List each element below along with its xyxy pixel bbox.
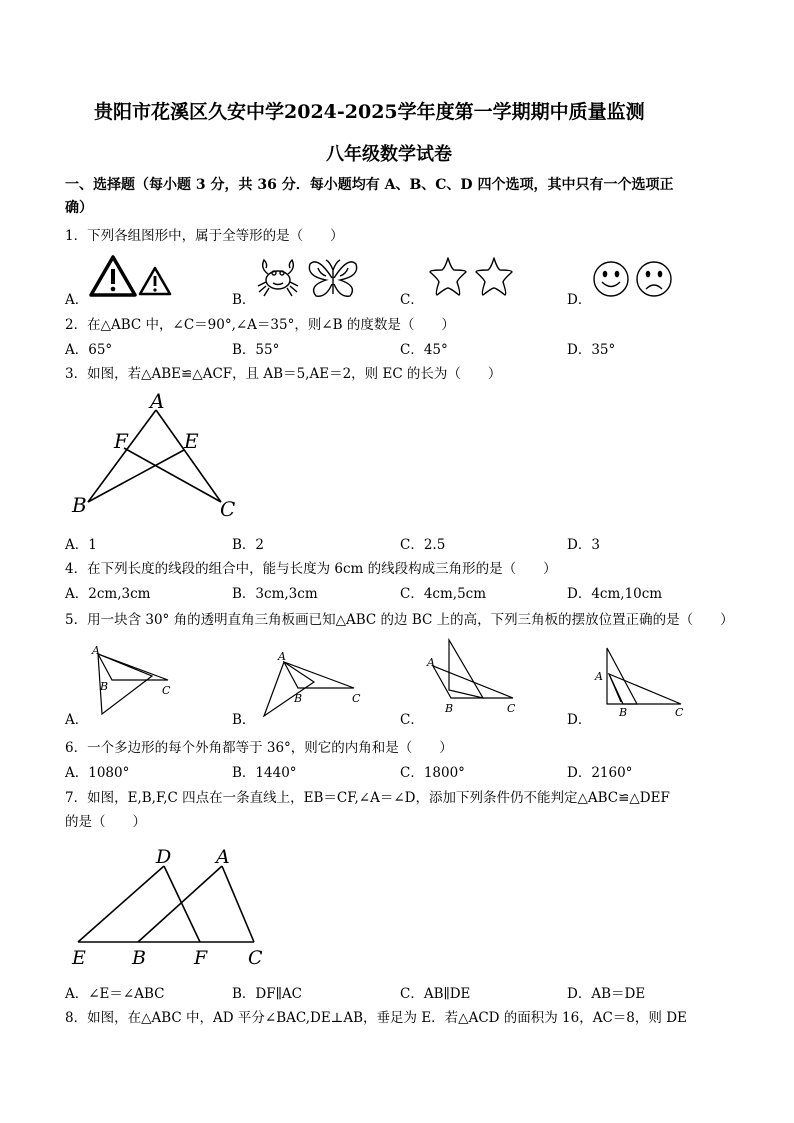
q4-option-c: C．4cm,5cm — [400, 586, 487, 602]
q5-option-d: D． — [567, 712, 592, 728]
svg-text:A: A — [216, 846, 230, 868]
butterfly-icon — [309, 260, 356, 296]
warning-triangle-large-icon — [91, 257, 135, 295]
svg-text:B: B — [132, 947, 146, 969]
q3-triangle-figure — [66, 386, 246, 522]
q7-option-c: C．AB∥DE — [400, 986, 471, 1002]
svg-text:B: B — [619, 706, 628, 719]
svg-text:C: C — [675, 706, 684, 719]
question-2-stem: 2．在△ABC 中，∠C＝90°,∠A＝35°，则∠B 的度数是（ ） — [65, 317, 455, 333]
q3-label-a: A — [150, 389, 165, 413]
q3-label-c: C — [220, 497, 236, 521]
svg-text:C: C — [162, 684, 171, 697]
q3-option-b: B．2 — [232, 537, 265, 553]
question-8-stem: 8．如图，在△ABC 中，AD 平分∠BAC,DE⊥AB，垂足为 E．若△ACD 的面积为 16，AC＝8，则 DE — [65, 1010, 687, 1026]
q4-option-b: B．3cm,3cm — [232, 586, 318, 602]
q4-option-d: D．4cm,10cm — [567, 586, 663, 602]
q5-figure-c — [425, 636, 525, 716]
svg-text:E: E — [72, 947, 86, 969]
q3-option-c: C．2.5 — [400, 537, 446, 553]
svg-text:C: C — [507, 702, 516, 715]
svg-text:A: A — [595, 670, 603, 683]
q5-option-c: C． — [400, 712, 424, 728]
question-7-stem-cont: 的是（ ） — [65, 814, 146, 830]
q6-option-c: C．1800° — [400, 765, 465, 781]
q5-option-b: B． — [232, 712, 256, 728]
q5-option-a: A． — [65, 712, 89, 728]
warning-triangle-icons — [88, 254, 178, 300]
q7-option-a: A．∠E＝∠ABC — [65, 986, 165, 1002]
page-subtitle: 八年级数学试卷 — [326, 144, 452, 165]
face-icons — [592, 260, 674, 300]
svg-text:B: B — [294, 692, 303, 705]
q3-label-e: E — [184, 429, 199, 453]
smiley-face-icon — [594, 262, 628, 296]
q1-option-d: D． — [567, 292, 592, 308]
question-1-stem: 1．下列各组图形中，属于全等形的是（ ） — [65, 228, 344, 244]
svg-text:A: A — [92, 644, 100, 657]
q3-label-f: F — [114, 429, 128, 453]
question-3-stem: 3．如图，若△ABE≌△ACF，且 AB＝5,AE＝2，则 EC 的长为（ ） — [65, 366, 502, 382]
crab-butterfly-icons — [256, 256, 360, 300]
q7-option-d: D．AB＝DE — [567, 986, 646, 1002]
q3-option-d: D．3 — [567, 537, 600, 553]
q2-option-a: A．65° — [65, 342, 113, 358]
svg-text:C: C — [352, 692, 361, 705]
q5-figure-a — [88, 640, 188, 720]
q2-option-b: B．55° — [232, 342, 280, 358]
star-outline-icon — [430, 258, 466, 295]
q1-option-c: C． — [400, 292, 424, 308]
q2-option-d: D．35° — [567, 342, 616, 358]
section-heading: 一、选择题（每小题 3 分，共 36 分．每小题均有 A、B、C、D 四个选项，其中只有一个选项正 — [65, 177, 674, 193]
q6-option-a: A．1080° — [65, 765, 130, 781]
q7-option-b: B．DF∥AC — [232, 986, 302, 1002]
sad-face-icon — [637, 262, 671, 296]
q5-figure-d — [593, 644, 693, 720]
star-icons — [426, 254, 518, 300]
star-outline-icon — [476, 258, 512, 295]
svg-text:A: A — [278, 650, 286, 663]
svg-text:B: B — [445, 702, 454, 715]
page-title: 贵阳市花溪区久安中学2024-2025学年度第一学期期中质量监测 — [94, 101, 645, 123]
question-6-stem: 6．一个多边形的每个外角都等于 36°，则它的内角和是（ ） — [65, 740, 453, 756]
q6-option-b: B．1440° — [232, 765, 297, 781]
svg-text:D: D — [156, 846, 172, 868]
crab-icon — [258, 260, 298, 296]
q4-option-a: A．2cm,3cm — [65, 586, 151, 602]
question-4-stem: 4．在下列长度的线段的组合中，能与长度为 6cm 的线段构成三角形的是（ ） — [65, 561, 557, 577]
svg-text:B: B — [100, 680, 109, 693]
q7-triangle-figure — [66, 842, 276, 972]
q1-option-a: A． — [65, 292, 89, 308]
svg-text:C: C — [248, 947, 263, 969]
q2-option-c: C．45° — [400, 342, 448, 358]
q1-option-b: B． — [232, 292, 256, 308]
q6-option-d: D．2160° — [567, 765, 633, 781]
svg-text:A: A — [427, 656, 435, 669]
question-7-stem: 7．如图，E,B,F,C 四点在一条直线上，EB＝CF,∠A＝∠D，添加下列条件仍不能判定△ABC≌△DEF — [65, 790, 670, 806]
q3-option-a: A．1 — [65, 537, 97, 553]
question-5-stem: 5．用一块含 30° 角的透明直角三角板画已知△ABC 的边 BC 上的高，下列三角板的摆放位置正确的是（ ） — [65, 612, 734, 628]
q3-label-b: B — [72, 493, 87, 517]
q5-figure-b — [256, 648, 366, 720]
warning-triangle-small-icon — [140, 268, 170, 294]
section-heading-cont: 确） — [65, 200, 93, 216]
svg-text:F: F — [194, 947, 208, 969]
